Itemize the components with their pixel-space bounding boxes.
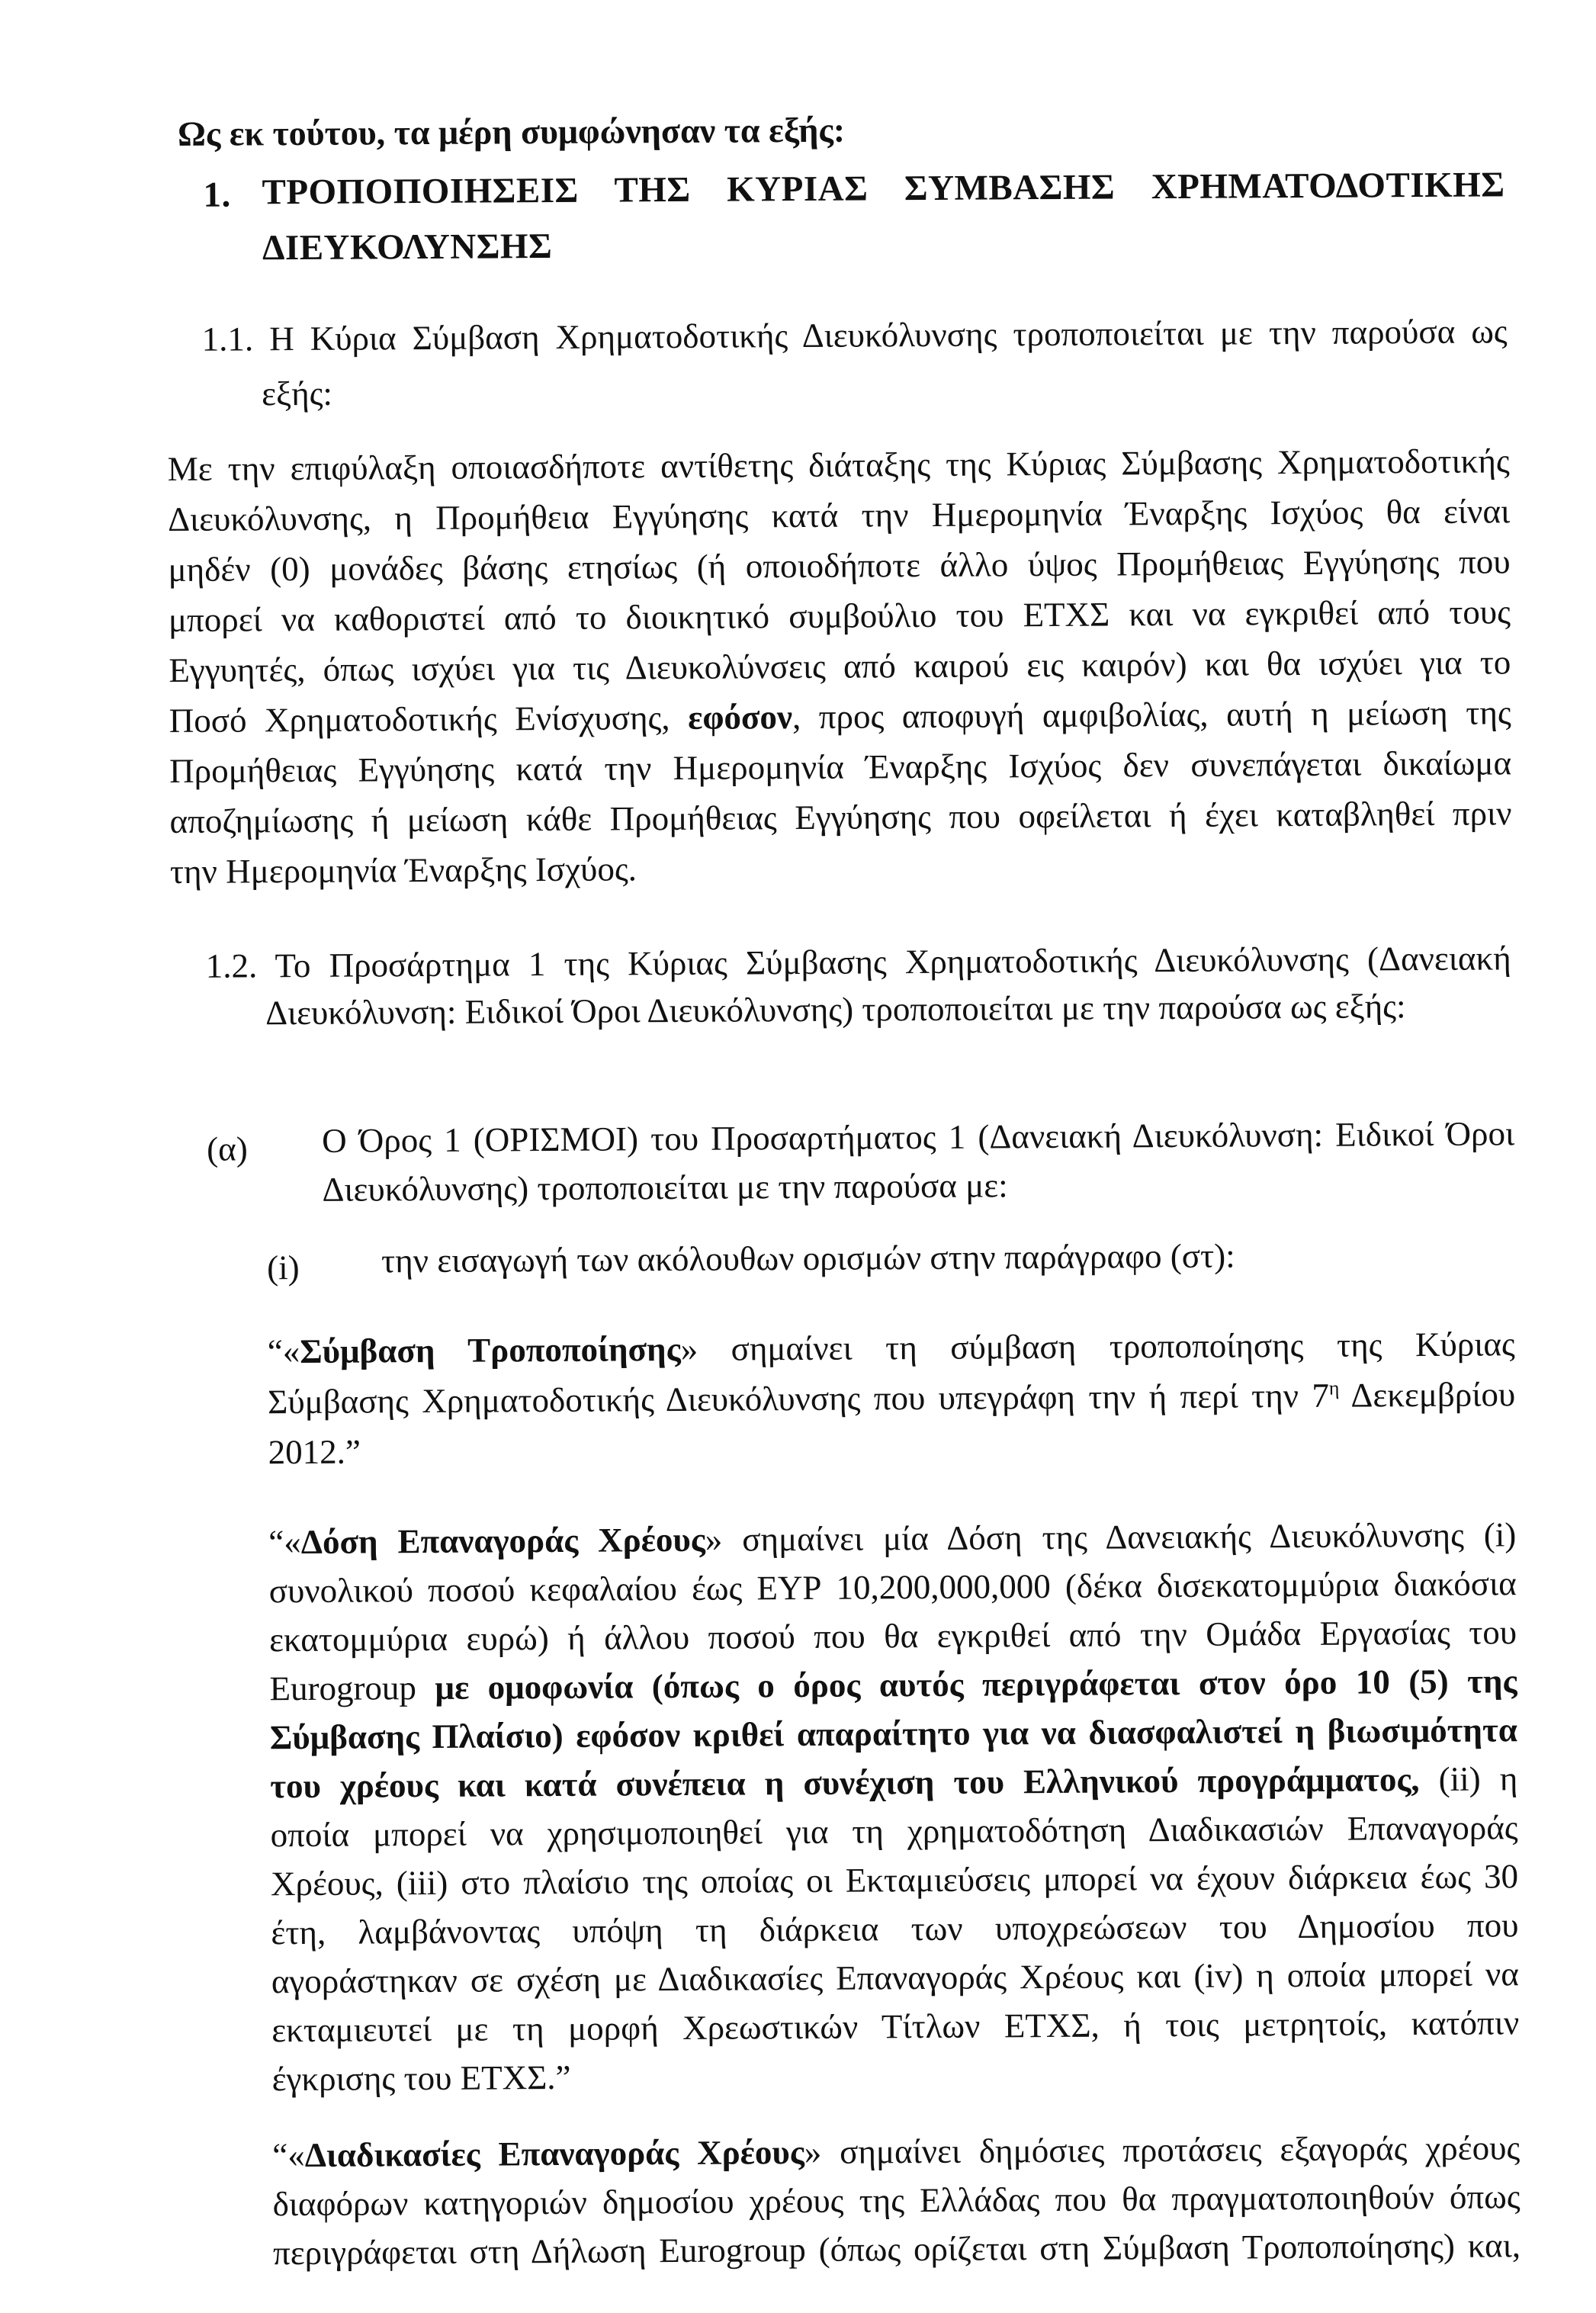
definition-tranche-line5: Σύμβασης Πλαίσιο) εφόσον κριθεί απαραίτητο για να διασφαλιστεί η βιωσιμότητα: [269, 1711, 1518, 1757]
paragraph-line: αποζημίωσης ή μείωση κάθε Προμήθειας Εγγύησης που οφείλεται ή έχει καταβληθεί πριν: [169, 794, 1512, 841]
emphasis: του χρέους και κατά συνέπεια η συνέχιση του Ελληνικού προγράμματος,: [270, 1760, 1420, 1806]
paragraph-line: μηδέν (0) μονάδες βάσης ετησίως (ή οποιοδήποτε άλλο ύψος Προμήθειας Εγγύησης που: [168, 542, 1511, 589]
definition-procedures-line1: [272, 2128, 1521, 2175]
emphasis: με ομοφωνία (όπως ο όρος αυτός περιγράφεται στον όρο 10 (5) της: [435, 1662, 1517, 1707]
definition-tranche-line12: έγκρισης του ΕΤΧΣ.”: [271, 2058, 571, 2099]
definition-procedures-line3: περιγράφεται στη Δήλωση Eurogroup (όπως ορίζεται στη Σύμβαση Τροποποίησης) και,: [272, 2226, 1521, 2273]
defined-term: Δόση Επαναγοράς Χρέους: [300, 1520, 705, 1562]
paragraph-line: Διευκόλυνσης, η Προμήθεια Εγγύησης κατά την Ημερομηνία Έναρξης Ισχύος θα είναι: [167, 492, 1511, 539]
definition-tranche-line2: συνολικού ποσού κεφαλαίου έως ΕΥΡ 10,200,000,000 (δέκα δισεκατομμύρια διακόσια: [268, 1564, 1517, 1611]
definition-tranche-line9: έτη, λαμβάνοντας υπόψη τη διάρκεια των υποχρεώσεων του Δημοσίου που: [271, 1906, 1519, 1952]
quote-open: “«: [268, 1523, 301, 1562]
definition-procedures-line2: διαφόρων κατηγοριών δημοσίου χρέους της Ελλάδας που θα πραγματοποιηθούν όπως: [272, 2177, 1521, 2224]
text: Σύμβασης Χρηματοδοτικής Διευκόλυνσης που υπεγράφη την ή περί την 7: [268, 1376, 1330, 1422]
definition-tranche-line6: [270, 1759, 1518, 1806]
item-a-line1: Ο Όρος 1 (ΟΡΙΣΜΟΙ) του Προσαρτήματος 1 (Δανειακή Διευκόλυνση: Ειδικοί Όροι: [321, 1114, 1515, 1160]
defined-term: Διαδικασίες Επαναγοράς Χρέους: [304, 2133, 804, 2175]
definition-tranche-line8: Χρέους, (iii) στο πλαίσιο της οποίας οι Εκταμιεύσεις μπορεί να έχουν διάρκεια έως 30: [270, 1857, 1519, 1903]
text: Ποσό Χρηματοδοτικής Ενίσχυσης,: [169, 698, 689, 740]
section-title-line1: ΤΡΟΠΟΠΟΙΗΣΕΙΣ ΤΗΣ ΚΥΡΙΑΣ ΣΥΜΒΑΣΗΣ ΧΡΗΜΑΤΟΔΟΤΙΚΗΣ: [262, 165, 1505, 213]
quote-close: »: [804, 2132, 822, 2172]
text: σημαίνει τη σύμβαση τροποποίησης της Κύριας: [697, 1325, 1515, 1368]
section-title-line2: ΔΙΕΥΚΟΛΥΝΣΗΣ: [262, 226, 553, 268]
item-a-marker: (α): [207, 1129, 248, 1168]
item-i-text: την εισαγωγή των ακόλουθων ορισμών στην παράγραφο (στ):: [381, 1236, 1235, 1280]
definition-tranche-line7: οποία μπορεί να χρησιμοποιηθεί για τη χρηματοδότηση Διαδικασιών Επαναγοράς: [270, 1808, 1518, 1855]
text: , προς αποφυγή αμφιβολίας, αυτή η μείωση της: [792, 693, 1511, 737]
text: σημαίνει μία Δόση της Δανειακής Διευκόλυνσης (i): [722, 1515, 1517, 1559]
paragraph-line: Με την επιφύλαξη οποιασδήποτε αντίθετης διάταξης της Κύριας Σύμβασης Χρηματοδοτικής: [167, 442, 1510, 489]
clause-1-2-line1: 1.2. Το Προσάρτημα 1 της Κύριας Σύμβασης Χρηματοδοτικής Διευκόλυνσης (Δανειακή: [205, 939, 1511, 985]
paragraph-line: Προμήθειας Εγγύησης κατά την Ημερομηνία Έναρξης Ισχύος δεν συνεπάγεται δικαίωμα: [169, 744, 1512, 791]
quote-close: »: [705, 1520, 723, 1559]
quote-close: »: [680, 1329, 698, 1368]
quote-open: “«: [272, 2136, 305, 2175]
text: (ii) η: [1419, 1759, 1518, 1799]
paragraph-line: μπορεί να καθοριστεί από το διοικητικό συμβούλιο του ΕΤΧΣ και να εγκριθεί από τους: [168, 593, 1511, 640]
definition-tranche-line11: εκταμιευτεί με τη μορφή Χρεωστικών Τίτλων ΕΤΧΣ, ή τοις μετρητοίς, κατόπιν: [271, 2003, 1520, 2050]
item-i-marker: (i): [266, 1248, 300, 1287]
item-a-line2: Διευκόλυνσης) τροποποιείται με την παρούσα με:: [322, 1166, 1008, 1209]
definition-tranche-line10: αγοράστηκαν σε σχέση με Διαδικασίες Επαναγοράς Χρέους και (iv) η οποία μπορεί να: [271, 1955, 1519, 2001]
definition-amendment-line3: 2012.”: [268, 1432, 361, 1472]
definition-amendment-line1: [268, 1327, 1515, 1369]
clause-1-1-line2: εξής:: [261, 374, 333, 413]
paragraph-line: [169, 693, 1511, 740]
text: Δεκεμβρίου: [1339, 1375, 1516, 1415]
text: Eurogroup: [269, 1668, 435, 1708]
quote-open: “«: [267, 1332, 300, 1371]
paragraph-line: την Ημερομηνία Έναρξης Ισχύος.: [169, 850, 637, 891]
emphasis: εφόσον: [687, 698, 793, 737]
intro-line: Ως εκ τούτου, τα μέρη συμφώνησαν τα εξής:: [177, 110, 846, 153]
definition-tranche-line4: [269, 1664, 1517, 1706]
paragraph-line: Εγγυητές, όπως ισχύει για τις Διευκολύνσεις από καιρού εις καιρόν) και θα ισχύει για το: [169, 643, 1511, 690]
superscript: η: [1328, 1377, 1340, 1399]
clause-1-1-line1: 1.1. Η Κύρια Σύμβαση Χρηματοδοτικής Διευκόλυνσης τροποποιείται με την παρούσα ως: [201, 312, 1508, 358]
definition-tranche-line1: [268, 1515, 1517, 1562]
defined-term: Σύμβαση Τροποποίησης: [300, 1329, 681, 1371]
definition-tranche-line3: εκατομμύρια ευρώ) ή άλλου ποσού που θα εγκριθεί από την Ομάδα Εργασίας του: [268, 1613, 1517, 1659]
section-number: 1.: [203, 175, 231, 215]
clause-1-2-line2: Διευκόλυνση: Ειδικοί Όροι Διευκόλυνσης) τροποποιείται με την παρούσα ως εξής:: [265, 987, 1406, 1033]
text: σημαίνει δημόσιες προτάσεις εξαγοράς χρέους: [821, 2128, 1521, 2171]
definition-amendment-line2: [268, 1375, 1516, 1422]
